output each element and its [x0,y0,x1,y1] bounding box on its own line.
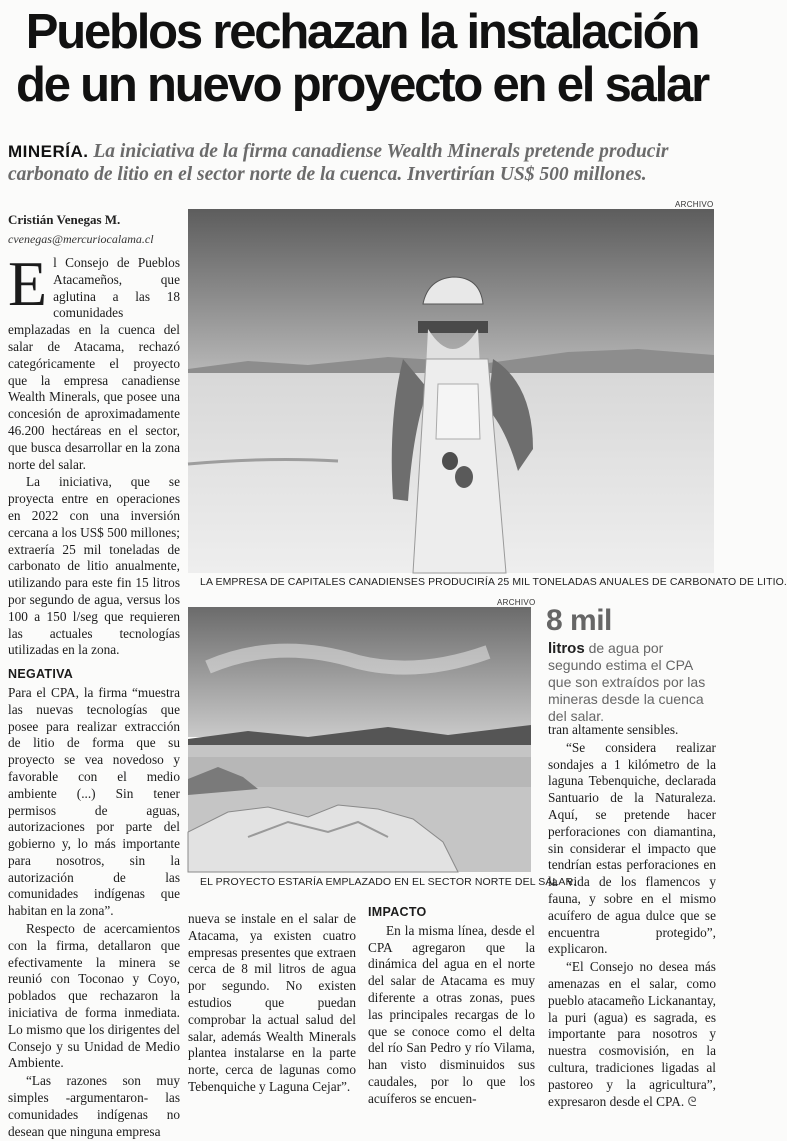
highlight-text [548,640,716,725]
headline [6,6,718,112]
paragraph: Para el CPA, la firma “muestra las nuevas tecnologías que posee para realizar extracción de litio de forma que su proyecto se vea novedoso y favorable con el medio ambiente (...) Sin tener permisos de aguas, autorizaciones por parte del gobierno y, lo más importante para nosotros, sin la autorización de las comunidades indígenas que habitan en la zona”. [8,684,180,919]
photo-credit: ARCHIVO [675,200,714,209]
subhead-impacto: IMPACTO [368,905,427,919]
author-email[interactable]: cvenegas@mercuriocalama.cl [8,232,154,246]
paragraph: tran altamente sensibles. [548,722,679,737]
end-mark-icon: ᘓ [687,1094,697,1110]
lead-text: l Consejo de Pueblos Atacameños, que aglutina a las 18 comunidades emplazadas en la cuenca del salar de Atacama, rechazó categóricamente el proyecto que la empresa canadiense Wealth Minerals, que posee una concesión de aproximadamente 46.200 hectáreas en el sector, que busca desarrollar en la zona norte del salar. [8,255,180,472]
lead-paragraph [8,248,180,473]
paragraph: Respecto de acercamientos con la firma, detallaron que efectivamente la minera se reunió con Toconao y Coyo, poblados que rechazaron la iniciativa de forma inmediata. Lo mismo que los dirigentes del Consejo y su Unidad de Medio Ambiente. [8,921,180,1071]
drop-cap: E [8,248,48,319]
article-column-2 [188,911,356,1097]
headline-line-2: de un nuevo proyecto en el salar [15,58,709,112]
photo-caption: LA EMPRESA DE CAPITALES CANADIENSES PRODUCIRÍA 25 MIL TONELADAS ANUALES DE CARBONATO DE LITIO. [200,576,787,588]
paragraph: nueva se instale en el salar de Atacama, ya existen cuatro empresas presentes que extraen cerca de 8 mil litros de agua por segundo. No existen estudios que puedan comprobar la actual salud del salar, además Wealth Minerals plantea instalarse en la parte norte, cerca de lagunas como Tebenquiche y Laguna Cejar”. [188,911,356,1094]
subhead-negativa: NEGATIVA [8,667,74,682]
closing-quote: “El Consejo no desea más amenazas en el salar, como pueblo atacameño Lickanantay, la puri (agua) es sagrada, es importante para nosotros y nuestra cosmovisión, en la cultura, tradiciones ligadas al pastoreo y la agricultura”, expresaron desde el CPA. [548,959,716,1109]
deck-text: La iniciativa de la firma canadiense Wealth Minerals pretende producir carbonato de litio en el sector norte de la cuenca. Invertirían US$ 500 millones. [8,141,669,185]
article-column-4 [548,722,716,1112]
highlight-description: de agua por segundo estima el CPA que son extraídos por las mineras desde la cuenca del salar. [548,640,706,724]
photo-caption: EL PROYECTO ESTARÍA EMPLAZADO EN EL SECTOR NORTE DEL SALAR. [200,876,577,888]
paragraph [548,959,716,1111]
author-name: Cristián Venegas M. [8,212,121,227]
deck-kicker: MINERÍA. [8,142,89,161]
paragraph: “Se considera realizar sondajes a 1 kilómetro de la laguna Tebenquiche, declarada Santuario de la Naturaleza. Aquí, se pretende hacer perforaciones con diamantina, sin considerar el impacto que tendrían estas perforaciones en la vida de los flamencos y fauna, y sobre en el mismo acuífero de agua dulce que se encuentra protegido”, explicaron. [548,739,716,957]
paragraph: En la misma línea, desde el CPA agregaron que la dinámica del agua en el norte del salar de Atacama es muy diferente a otras zonas, pues las principales recargas de lo que se conoce como el delta del río San Pedro y río Vilama, han visto disminuidos sus caudales, por lo que los acuíferos se encuen- [368,922,535,1106]
highlight-unit: litros [548,640,585,657]
paragraph: La iniciativa, que se proyecta entre en operaciones en 2022 con una inversión cercana a los US$ 500 millones; extraería 25 mil toneladas de carbonato de litio anualmente, utilizando para este fin 15 litros por segundo de agua, versus los 100 a 150 l/seg que requieren las actuales tecnologías utilizadas en la zona. [8,474,180,658]
paragraph: “Las razones son muy simples -argumentaron- las comunidades indígenas no desean que ninguna empresa [8,1073,180,1139]
photo-credit: ARCHIVO [497,598,536,607]
highlight-number: 8 mil [546,604,612,637]
photo-salar-lagoon [188,607,531,872]
photo-salar-worker [188,209,714,573]
deck [8,140,716,186]
article-column-3 [368,904,535,1109]
article-column-1 [8,248,180,1141]
headline-line-1: Pueblos rechazan la instalación [25,5,699,59]
